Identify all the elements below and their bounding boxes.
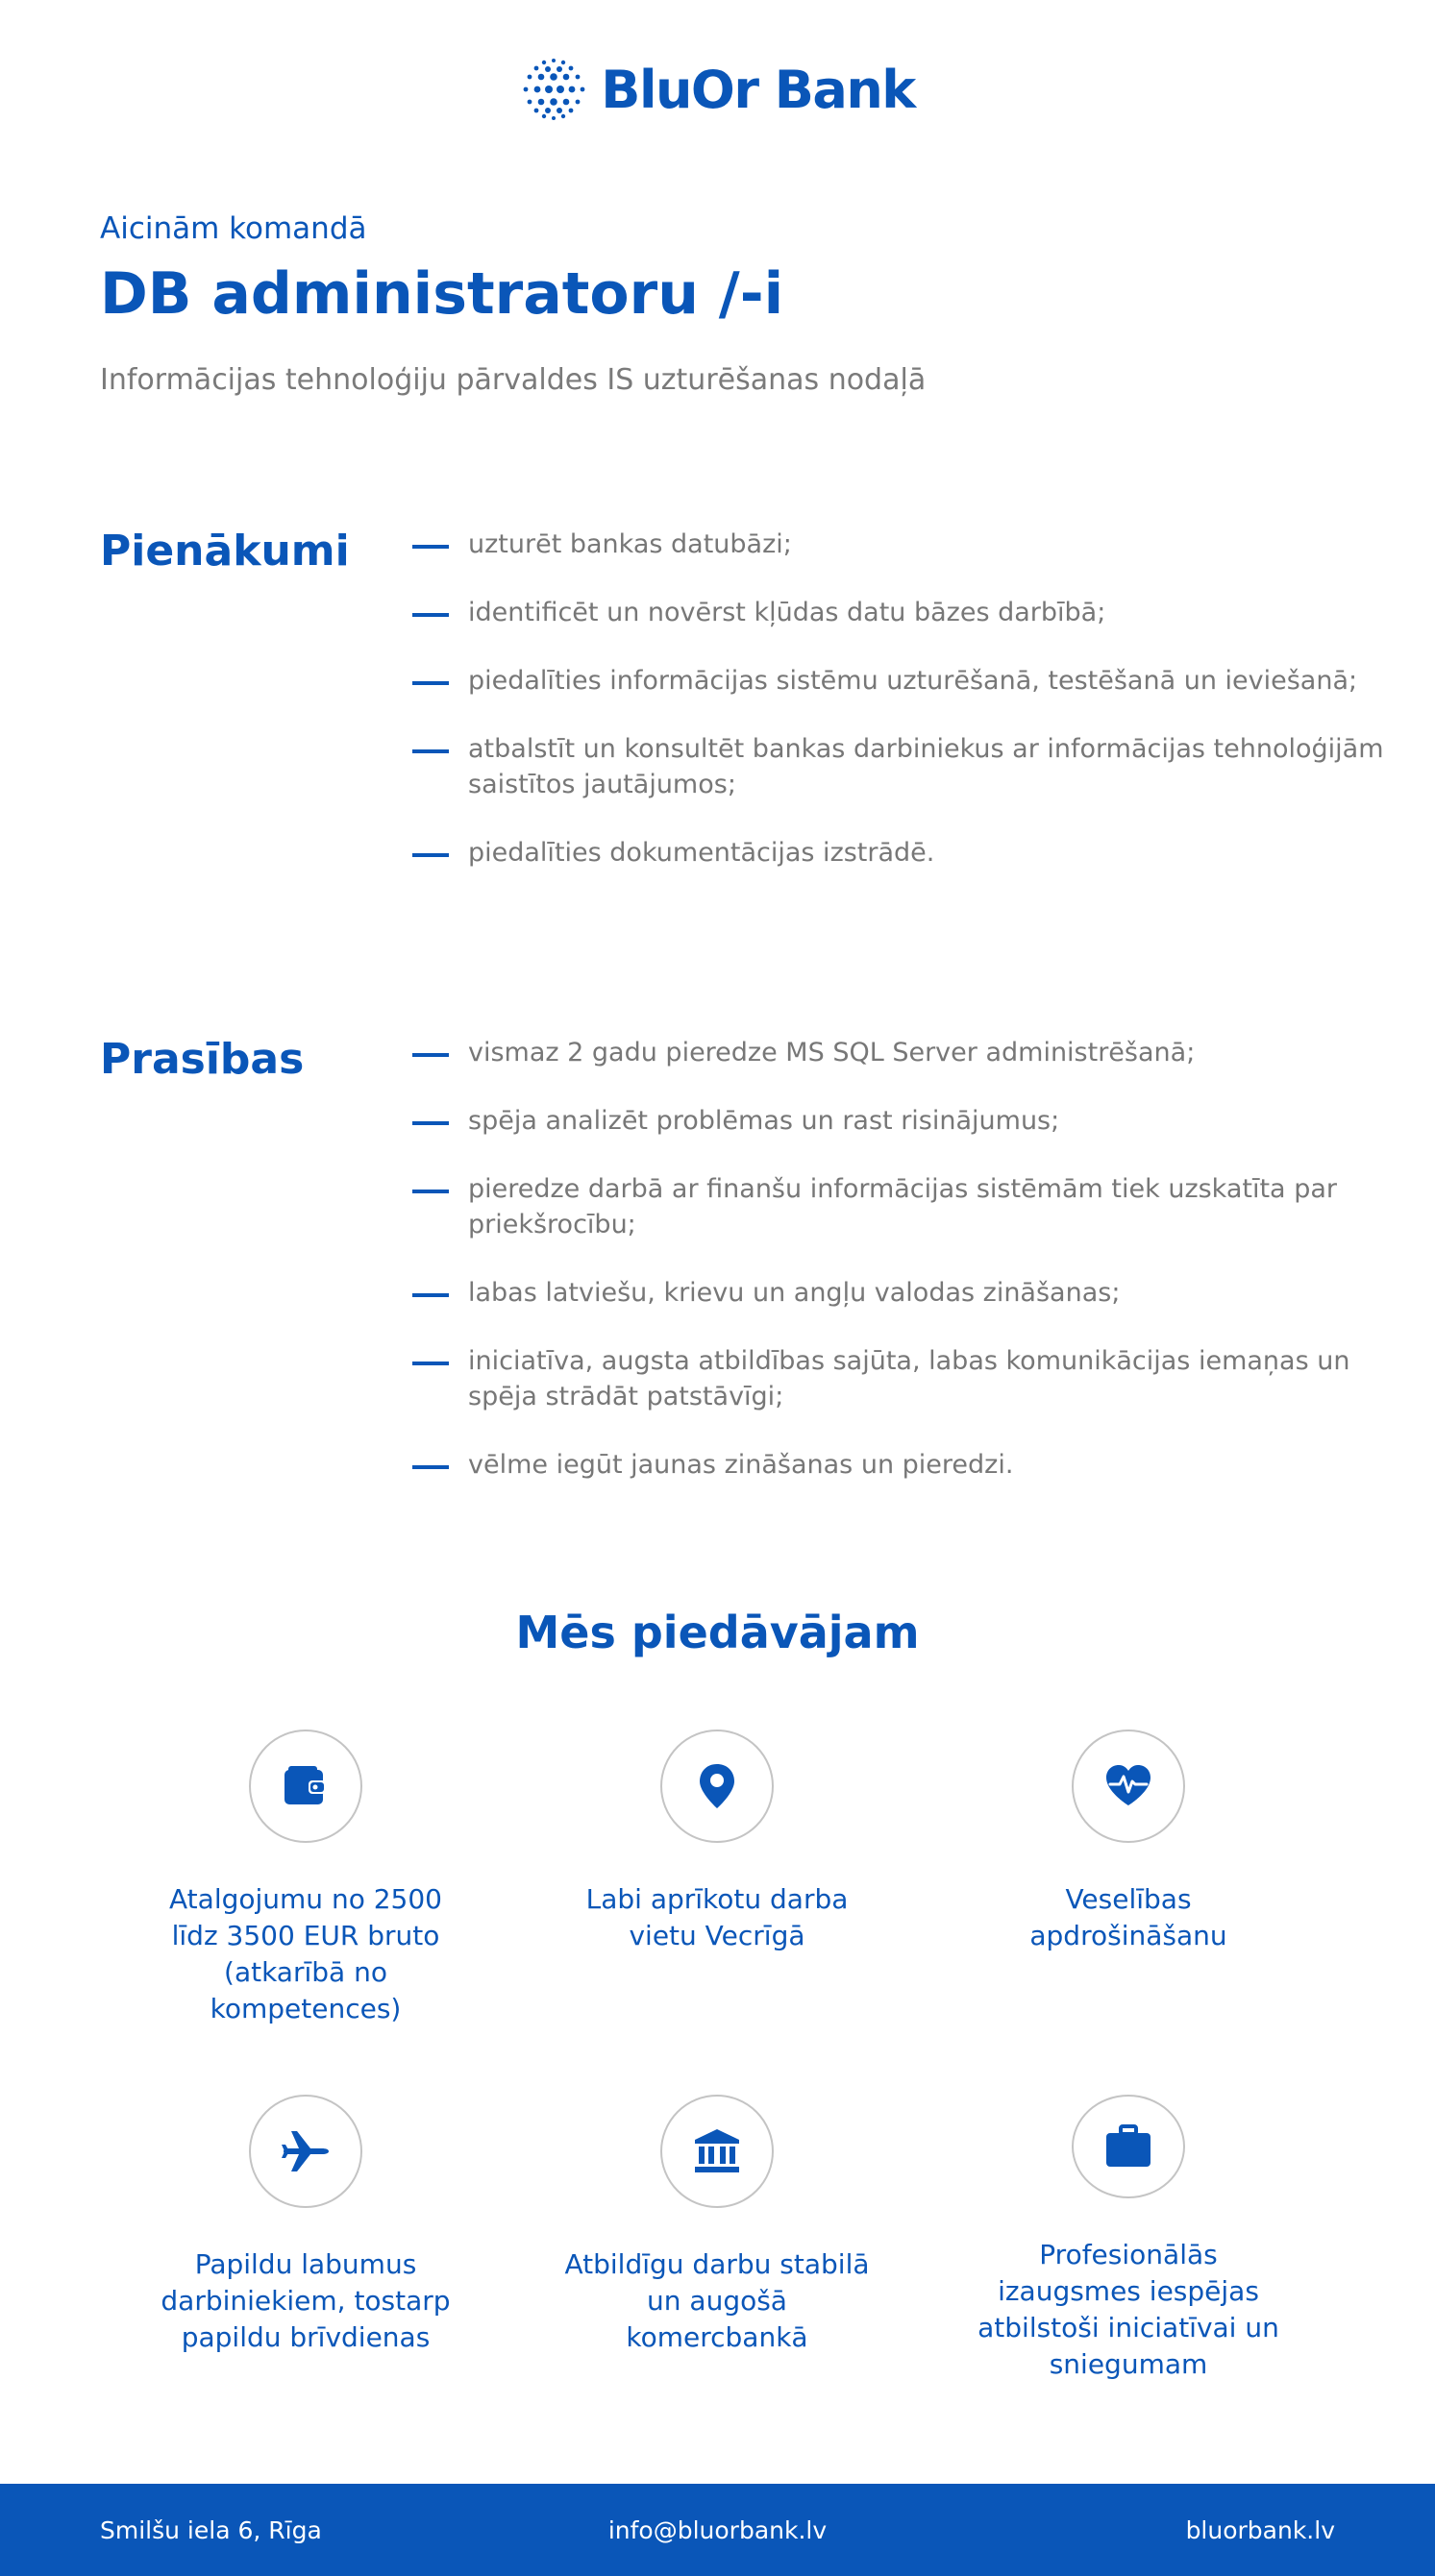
offer-icon-circle xyxy=(660,2095,774,2208)
intro-block xyxy=(100,211,927,397)
list-item: labas latviešu, krievu un angļu valodas zināšanas; xyxy=(412,1275,1422,1311)
brand-logo xyxy=(0,56,1435,123)
location-pin-icon xyxy=(691,1760,743,1812)
offer-item xyxy=(100,1730,511,2095)
footer-bar xyxy=(0,2484,1435,2576)
offer-text: Atbildīgu darbu stabilā un augošā komercbankā xyxy=(564,2248,870,2353)
list-item: vismaz 2 gadu pieredze MS SQL Server administrēšanā; xyxy=(412,1035,1422,1070)
department-subtitle: Informācijas tehnoloģiju pārvaldes IS uzturēšanas nodaļā xyxy=(100,363,927,397)
offer-item xyxy=(923,1730,1334,2095)
list-item: piedalīties dokumentācijas izstrādē. xyxy=(412,835,1422,871)
offer-icon-circle xyxy=(1072,2095,1185,2198)
intro-kicker: Aicinām komandā xyxy=(100,211,367,246)
wallet-icon xyxy=(280,1760,332,1812)
list-item: piedalīties informācijas sistēmu uzturēšanā, testēšanā un ieviešanā; xyxy=(412,663,1422,699)
requirements-title: Prasības xyxy=(100,1035,305,1084)
offer-icon-circle xyxy=(660,1730,774,1843)
offers-title: Mēs piedāvājam xyxy=(515,1607,920,1658)
logo-dots-icon xyxy=(520,56,587,123)
duties-list xyxy=(412,527,1422,903)
bank-building-icon xyxy=(691,2125,743,2177)
offer-icon-circle xyxy=(249,1730,362,1843)
footer-address: Smilšu iela 6, Rīga xyxy=(100,2516,322,2544)
heart-pulse-icon xyxy=(1102,1760,1154,1812)
list-item: pieredze darbā ar finanšu informācijas sistēmām tiek uzskatīta par priekšrocību; xyxy=(412,1171,1422,1242)
footer-website-link[interactable]: bluorbank.lv xyxy=(1185,2516,1335,2544)
offer-text: Profesionālās izaugsmes iespējas atbilstoši iniciatīvai un sniegumam xyxy=(977,2239,1279,2380)
offer-text: Atalgojumu no 2500 līdz 3500 EUR bruto (atkarībā no kompetences) xyxy=(169,1883,442,2024)
duties-title: Pienākumi xyxy=(100,527,350,576)
list-item: vēlme iegūt jaunas zināšanas un pieredzi. xyxy=(412,1447,1422,1483)
offer-item xyxy=(923,2095,1334,2383)
offer-icon-circle xyxy=(249,2095,362,2208)
offer-text: Veselības apdrošināšanu xyxy=(1029,1883,1227,1951)
offer-item xyxy=(511,2095,923,2383)
airplane-icon xyxy=(280,2125,332,2177)
footer-email-link[interactable]: info@bluorbank.lv xyxy=(607,2516,828,2544)
list-item: spēja analizēt problēmas un rast risinājumus; xyxy=(412,1103,1422,1139)
offer-text: Papildu labumus darbiniekiem, tostarp papildu brīvdienas xyxy=(161,2248,451,2353)
requirements-list xyxy=(412,1035,1422,1515)
job-title: DB administratoru /-i xyxy=(100,260,784,328)
offer-text: Labi aprīkotu darba vietu Vecrīgā xyxy=(585,1883,849,1951)
brand-name: BluOr Bank xyxy=(601,59,915,120)
offer-item xyxy=(100,2095,511,2383)
briefcase-icon xyxy=(1102,2121,1154,2172)
offer-item xyxy=(511,1730,923,2095)
offer-icon-circle xyxy=(1072,1730,1185,1843)
list-item: uzturēt bankas datubāzi; xyxy=(412,527,1422,562)
list-item: atbalstīt un konsultēt bankas darbiniekus ar informācijas tehnoloģijām saistītos jautājumos; xyxy=(412,731,1422,802)
offers-grid xyxy=(100,1730,1334,2383)
list-item: iniciatīva, augsta atbildības sajūta, labas komunikācijas iemaņas un spēja strādāt patstāvīgi; xyxy=(412,1343,1422,1414)
list-item: identificēt un novērst kļūdas datu bāzes darbībā; xyxy=(412,595,1422,630)
